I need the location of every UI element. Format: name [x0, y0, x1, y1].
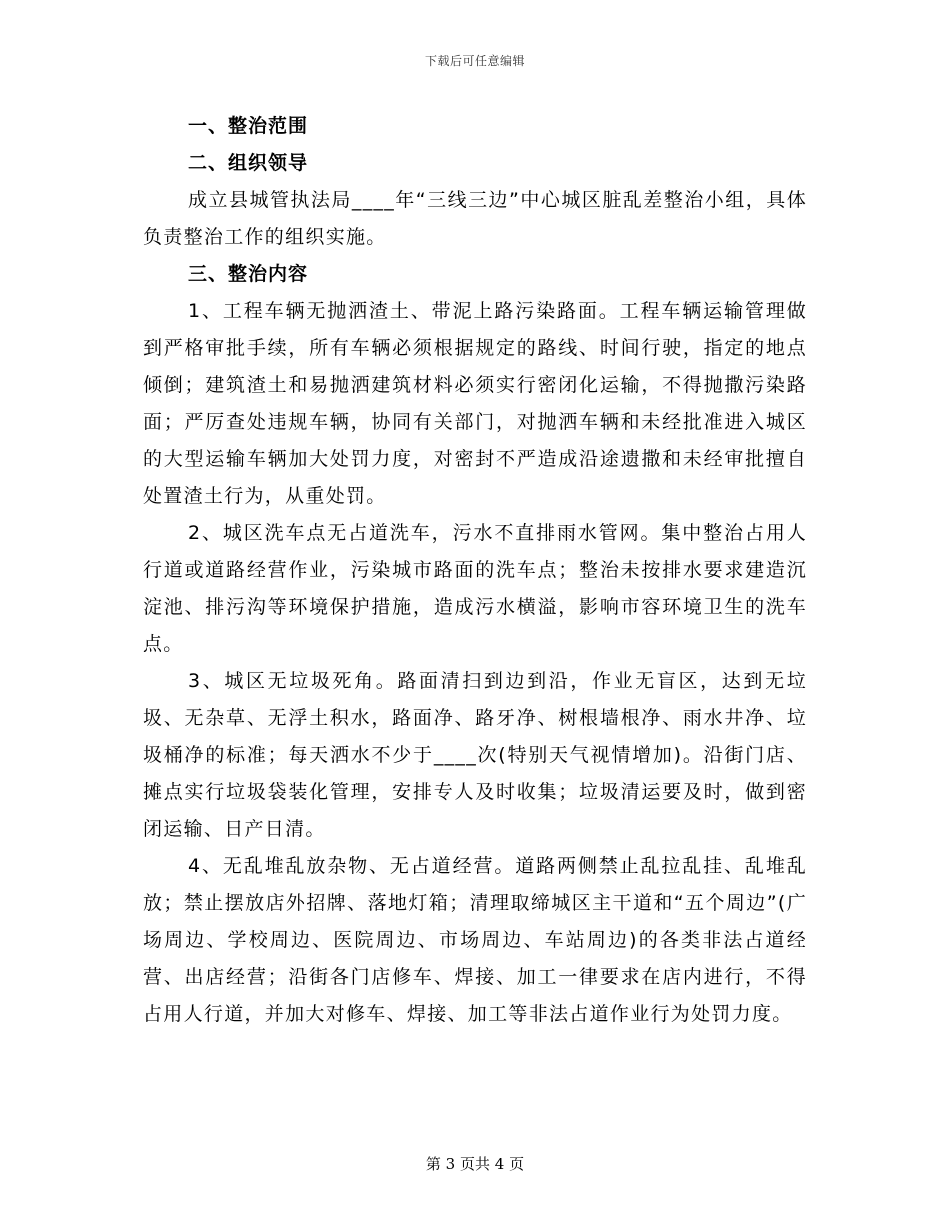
page-header-note: 下载后可任意编辑 [424, 54, 525, 68]
paragraph-item-1: 1、工程车辆无抛洒渣土、带泥上路污染路面。工程车辆运输管理做到严格审批手续，所有车辆必须根据规定的路线、时间行驶，指定的地点倾倒；建筑渣土和易抛洒建筑材料必须实行密闭化运输，不得抛撒污染路面；严厉查处违规车辆，协同有关部门，对抛洒车辆和未经批准进入城区的大型运输车辆加大处罚力度，对密封不严造成沿途遗撒和未经审批擅自处置渣土行为，从重处罚。 [143, 300, 807, 507]
paragraph-item-3: 3、城区无垃圾死角。路面清扫到边到沿，作业无盲区，达到无垃圾、无杂草、无浮土积水，路面净、路牙净、树根墙根净、雨水井净、垃圾桶净的标准；每天洒水不少于____次(特别天气视情增加)。沿街门店、摊点实行垃圾袋装化管理，安排专人及时收集；垃圾清运要及时，做到密闭运输、日产日清。 [143, 670, 807, 840]
paragraph-item-2: 2、城区洗车点无占道洗车，污水不直排雨水管网。集中整治占用人行道或道路经营作业，污染城市路面的洗车点；整治未按排水要求建造沉淀池、排污沟等环境保护措施，造成污水横溢，影响市容环境卫生的洗车点。 [143, 522, 807, 655]
section-heading-leadership: 二、组织领导 [188, 152, 309, 174]
section-heading-content: 三、整治内容 [188, 263, 309, 285]
paragraph-item-4: 4、无乱堆乱放杂物、无占道经营。道路两侧禁止乱拉乱挂、乱堆乱放；禁止摆放店外招牌、落地灯箱；清理取缔城区主干道和“五个周边”(广场周边、学校周边、医院周边、市场周边、车站周边)的各类非法占道经营、出店经营；沿街各门店修车、焊接、加工一律要求在店内进行，不得占用人行道，并加大对修车、焊接、加工等非法占道作业行为处罚力度。 [143, 855, 807, 1025]
document-body [143, 108, 807, 1033]
section-heading-scope: 一、整治范围 [188, 115, 309, 137]
page-number-footer: 第 3 页共 4 页 [425, 1155, 525, 1173]
paragraph-leadership: 成立县城管执法局____年“三线三边”中心城区脏乱差整治小组，具体负责整治工作的组织实施。 [143, 189, 807, 248]
